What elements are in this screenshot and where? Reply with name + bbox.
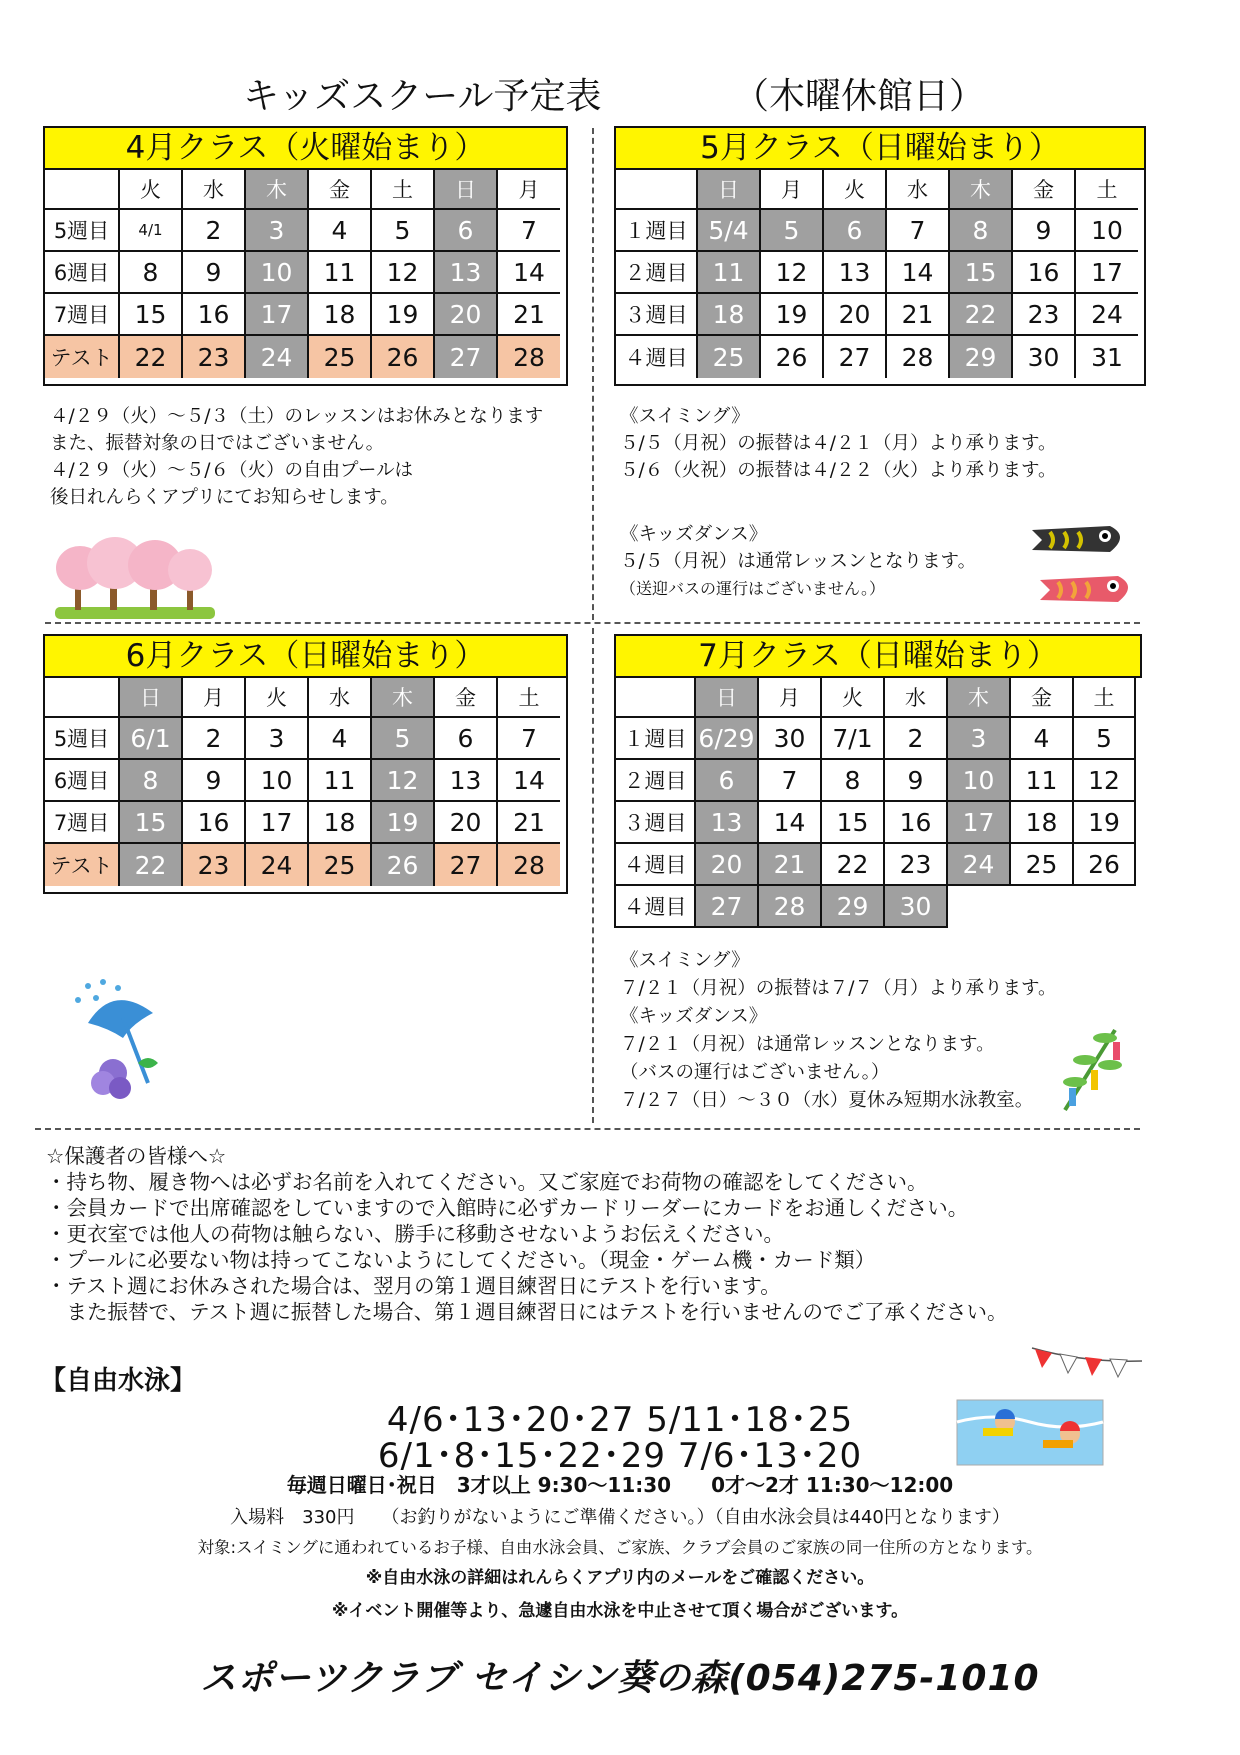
date-cell: 11	[309, 760, 372, 802]
weekday-header: 水	[183, 170, 246, 210]
weekday-header: 金	[1013, 170, 1076, 210]
date-cell: 12	[1074, 760, 1136, 802]
date-cell: 28	[498, 844, 560, 886]
guardian-heading: ☆保護者の皆様へ☆	[46, 1144, 227, 1168]
date-cell: 27	[435, 336, 498, 378]
date-cell: 25	[1011, 844, 1074, 886]
date-cell: 24	[246, 844, 309, 886]
date-cell: 16	[1013, 252, 1076, 294]
note-line: ５/５（月祝）は通常レッスンとなります。	[620, 551, 977, 572]
date-cell: 15	[950, 252, 1013, 294]
date-cell: 9	[183, 760, 246, 802]
date-cell: 7	[887, 210, 950, 252]
note-line: ７/２１（月祝）の振替は７/７（月）より承ります。	[620, 978, 1057, 999]
weekday-header: 土	[1074, 678, 1136, 718]
date-cell: 21	[498, 294, 560, 336]
weekday-header: 土	[1076, 170, 1138, 210]
april-notes	[50, 403, 543, 511]
date-cell: 22	[950, 294, 1013, 336]
date-cell: 19	[1074, 802, 1136, 844]
free-swim-dates-2: 6/1･8･15･22･29 7/6･13･20	[377, 1436, 863, 1476]
weekday-header: 木	[950, 170, 1013, 210]
date-cell: 17	[246, 294, 309, 336]
weekday-header: 日	[435, 170, 498, 210]
week-label: 7週目	[45, 802, 120, 844]
weekday-header: 火	[246, 678, 309, 718]
date-cell: 18	[698, 294, 761, 336]
week-label: テスト	[45, 844, 120, 886]
weekday-header: 水	[885, 678, 948, 718]
free-swim-dates-1: 4/6･13･20･27 5/11･18･25	[386, 1400, 854, 1440]
date-cell: 8	[822, 760, 885, 802]
date-cell: 13	[696, 802, 759, 844]
july-notes	[620, 947, 1057, 1115]
calendar-title: 5月クラス（日曜始まり）	[616, 128, 1144, 170]
date-cell: 12	[372, 760, 435, 802]
weekday-header: 木	[246, 170, 309, 210]
date-cell: 30	[759, 718, 822, 760]
corner-cell	[616, 170, 698, 210]
weekday-header: 火	[120, 170, 183, 210]
guardian-item: ・テスト週にお休みされた場合は、翌月の第１週目練習日にテストを行います。	[46, 1274, 781, 1298]
guardian-item: また振替で、テスト週に振替した場合、第１週目練習日にはテストを行いませんのでご了承ください。	[46, 1300, 1008, 1324]
date-cell: 6	[435, 718, 498, 760]
date-cell: 15	[822, 802, 885, 844]
tanabata-icon	[1055, 1020, 1135, 1115]
date-cell: 27	[696, 886, 759, 928]
date-cell: 3	[246, 210, 309, 252]
date-cell: 18	[309, 802, 372, 844]
empty-cell	[948, 886, 1011, 928]
week-label: ３週目	[614, 802, 696, 844]
date-cell: 28	[887, 336, 950, 378]
date-cell: 18	[309, 294, 372, 336]
date-cell: 12	[761, 252, 824, 294]
cherry-blossom-icon	[55, 535, 215, 620]
date-cell: 28	[498, 336, 560, 378]
date-cell: 31	[1076, 336, 1138, 378]
calendar-grid	[616, 170, 1138, 378]
date-cell: 15	[120, 802, 183, 844]
may-dance-notes	[620, 521, 976, 602]
date-cell: 18	[1011, 802, 1074, 844]
title-sub: （木曜休館日）	[733, 76, 986, 117]
date-cell: 26	[761, 336, 824, 378]
note-line: ５/６（火祝）の振替は４/２２（火）より承ります。	[620, 460, 1057, 481]
note-line: 《スイミング》	[620, 406, 750, 427]
week-label: 7週目	[45, 294, 120, 336]
date-cell: 27	[435, 844, 498, 886]
date-cell: 21	[759, 844, 822, 886]
date-cell: 28	[759, 886, 822, 928]
date-cell: 20	[696, 844, 759, 886]
date-cell: 6/1	[120, 718, 183, 760]
weekday-header: 金	[309, 170, 372, 210]
calendar-grid	[45, 678, 560, 886]
koinobori-icon	[1030, 520, 1140, 615]
week-label: 5週目	[45, 718, 120, 760]
note-line: また、振替対象の日ではございません。	[50, 433, 385, 454]
vertical-divider-top	[592, 128, 594, 620]
free-swim-note-2: ※イベント開催等より、急遽自由水泳を中止させて頂く場合がございます。	[331, 1601, 909, 1621]
date-cell: 8	[120, 252, 183, 294]
june-calendar	[43, 634, 568, 894]
umbrella-hydrangea-icon	[68, 978, 178, 1103]
date-cell: 14	[498, 760, 560, 802]
date-cell: 22	[120, 336, 183, 378]
vertical-divider-bottom	[592, 628, 594, 1123]
calendar-title: 7月クラス（日曜始まり）	[614, 634, 1142, 678]
guardian-item: ・会員カードで出席確認をしていますので入館時に必ずカードリーダーにカードをお通しください。	[46, 1196, 969, 1220]
date-cell: 2	[183, 210, 246, 252]
july-calendar	[614, 634, 1142, 933]
date-cell: 2	[183, 718, 246, 760]
date-cell: 5	[1074, 718, 1136, 760]
date-cell: 14	[887, 252, 950, 294]
date-cell: 22	[822, 844, 885, 886]
note-line: 後日れんらくアプリにてお知らせします。	[50, 487, 399, 508]
date-cell: 5	[372, 210, 435, 252]
date-cell: 25	[698, 336, 761, 378]
week-label: １週目	[616, 210, 698, 252]
horizontal-divider-1	[45, 622, 1140, 624]
note-line: ４/２９（火）～５/６（火）の自由プールは	[50, 460, 414, 481]
title-main: キッズスクール予定表	[243, 76, 602, 117]
date-cell: 26	[372, 336, 435, 378]
date-cell: 5	[372, 718, 435, 760]
weekday-header: 月	[183, 678, 246, 718]
free-swim-schedule: 毎週日曜日･祝日 3才以上 9:30～11:30 0才～2才 11:30～12:00	[286, 1473, 954, 1497]
free-swim-fee: 入場料 330円 （お釣りがないようにご準備ください。）（自由水泳会員は440円となります）	[230, 1507, 1010, 1528]
date-cell: 13	[435, 252, 498, 294]
date-cell: 9	[885, 760, 948, 802]
date-cell: 17	[246, 802, 309, 844]
date-cell: 9	[183, 252, 246, 294]
date-cell: 13	[824, 252, 887, 294]
week-label: 5週目	[45, 210, 120, 252]
guardian-item: ・プールに必要ない物は持ってこないようにしてください。（現金・ゲーム機・カード類）	[46, 1248, 876, 1272]
free-swim-note-1: ※自由水泳の詳細はれんらくアプリ内のメールをご確認ください。	[365, 1568, 875, 1588]
date-cell: 4/1	[120, 210, 183, 252]
date-cell: 23	[183, 336, 246, 378]
date-cell: 16	[183, 294, 246, 336]
club-contact: スポーツクラブ セイシン葵の森(054)275-1010	[200, 1658, 1040, 1699]
weekday-header: 土	[498, 678, 560, 718]
date-cell: 26	[1074, 844, 1136, 886]
note-line: ４/２９（火）～５/３（土）のレッスンはお休みとなります	[50, 406, 544, 427]
week-label: ４週目	[614, 844, 696, 886]
note-line: ５/５（月祝）の振替は４/２１（月）より承ります。	[620, 433, 1057, 454]
week-label: 6週目	[45, 252, 120, 294]
may-swim-notes	[620, 403, 1057, 484]
weekday-header: 金	[1011, 678, 1074, 718]
date-cell: 20	[435, 294, 498, 336]
date-cell: 4	[309, 210, 372, 252]
date-cell: 16	[885, 802, 948, 844]
date-cell: 6	[824, 210, 887, 252]
weekday-header: 火	[824, 170, 887, 210]
free-swim-target: 対象:スイミングに通われているお子様、自由水泳会員、ご家族、クラブ会員のご家族の同一住所の方となります。	[197, 1538, 1043, 1557]
date-cell: 29	[950, 336, 1013, 378]
note-line: 《キッズダンス》	[620, 1006, 768, 1027]
page-title	[0, 68, 1240, 118]
date-cell: 23	[183, 844, 246, 886]
week-label: ４週目	[614, 886, 696, 928]
date-cell: 8	[950, 210, 1013, 252]
date-cell: 19	[761, 294, 824, 336]
date-cell: 13	[435, 760, 498, 802]
date-cell: 16	[183, 802, 246, 844]
weekday-header: 水	[309, 678, 372, 718]
note-line: 《スイミング》	[620, 950, 750, 971]
date-cell: 30	[1013, 336, 1076, 378]
date-cell: 11	[698, 252, 761, 294]
date-cell: 14	[498, 252, 560, 294]
date-cell: 23	[1013, 294, 1076, 336]
date-cell: 4	[1011, 718, 1074, 760]
weekday-header: 土	[372, 170, 435, 210]
weekday-header: 木	[372, 678, 435, 718]
date-cell: 12	[372, 252, 435, 294]
date-cell: 7	[498, 718, 560, 760]
guardian-item: ・更衣室では他人の荷物は触らない、勝手に移動させないようお伝えください。	[46, 1222, 784, 1246]
date-cell: 8	[120, 760, 183, 802]
date-cell: 24	[246, 336, 309, 378]
date-cell: 5/4	[698, 210, 761, 252]
calendar-title: 4月クラス（火曜始まり）	[45, 128, 566, 170]
april-calendar	[43, 126, 568, 386]
date-cell: 24	[948, 844, 1011, 886]
date-cell: 11	[309, 252, 372, 294]
date-cell: 20	[824, 294, 887, 336]
date-cell: 7/1	[822, 718, 885, 760]
date-cell: 21	[887, 294, 950, 336]
date-cell: 30	[885, 886, 948, 928]
note-line: （バスの運行はございません。）	[620, 1062, 890, 1083]
weekday-header: 金	[435, 678, 498, 718]
date-cell: 5	[761, 210, 824, 252]
free-swim-heading: 【自由水泳】	[40, 1366, 197, 1396]
weekday-header: 木	[948, 678, 1011, 718]
date-cell: 10	[246, 252, 309, 294]
note-line: ７/２７（日）～３０（水）夏休み短期水泳教室。	[620, 1090, 1034, 1111]
date-cell: 23	[885, 844, 948, 886]
date-cell: 9	[1013, 210, 1076, 252]
date-cell: 24	[1076, 294, 1138, 336]
corner-cell	[45, 170, 120, 210]
date-cell: 17	[1076, 252, 1138, 294]
corner-cell	[45, 678, 120, 718]
date-cell: 20	[435, 802, 498, 844]
empty-cell	[1011, 886, 1074, 928]
date-cell: 4	[309, 718, 372, 760]
date-cell: 3	[948, 718, 1011, 760]
weekday-header: 月	[761, 170, 824, 210]
date-cell: 27	[824, 336, 887, 378]
date-cell: 3	[246, 718, 309, 760]
week-label: テスト	[45, 336, 120, 378]
week-label: 6週目	[45, 760, 120, 802]
date-cell: 21	[498, 802, 560, 844]
week-label: ２週目	[614, 760, 696, 802]
date-cell: 14	[759, 802, 822, 844]
week-label: １週目	[614, 718, 696, 760]
date-cell: 22	[120, 844, 183, 886]
date-cell: 29	[822, 886, 885, 928]
date-cell: 7	[498, 210, 560, 252]
date-cell: 6/29	[696, 718, 759, 760]
date-cell: 6	[696, 760, 759, 802]
weekday-header: 火	[822, 678, 885, 718]
note-line: 《キッズダンス》	[620, 524, 768, 545]
calendar-grid	[45, 170, 560, 378]
calendar-title: 6月クラス（日曜始まり）	[45, 636, 566, 678]
date-cell: 17	[948, 802, 1011, 844]
note-line: （送迎バスの運行はございません。）	[620, 579, 885, 598]
guardian-notes	[46, 1143, 1007, 1325]
date-cell: 11	[1011, 760, 1074, 802]
weekday-header: 日	[120, 678, 183, 718]
date-cell: 10	[246, 760, 309, 802]
may-calendar	[614, 126, 1146, 386]
date-cell: 2	[885, 718, 948, 760]
date-cell: 10	[1076, 210, 1138, 252]
weekday-header: 水	[887, 170, 950, 210]
week-label: ４週目	[616, 336, 698, 378]
date-cell: 19	[372, 802, 435, 844]
date-cell: 26	[372, 844, 435, 886]
empty-cell	[1074, 886, 1136, 928]
week-label: ２週目	[616, 252, 698, 294]
date-cell: 10	[948, 760, 1011, 802]
date-cell: 25	[309, 844, 372, 886]
date-cell: 6	[435, 210, 498, 252]
weekday-header: 月	[759, 678, 822, 718]
guardian-item: ・持ち物、履き物へは必ずお名前を入れてください。又ご家庭でお荷物の確認をしてください。	[46, 1170, 928, 1194]
date-cell: 15	[120, 294, 183, 336]
corner-cell	[614, 678, 696, 718]
date-cell: 25	[309, 336, 372, 378]
date-cell: 19	[372, 294, 435, 336]
week-label: ３週目	[616, 294, 698, 336]
horizontal-divider-2	[35, 1128, 1140, 1130]
bunting-icon	[1030, 1343, 1145, 1383]
weekday-header: 日	[698, 170, 761, 210]
weekday-header: 月	[498, 170, 560, 210]
date-cell: 7	[759, 760, 822, 802]
weekday-header: 日	[696, 678, 759, 718]
note-line: ７/２１（月祝）は通常レッスンとなります。	[620, 1034, 995, 1055]
calendar-grid	[614, 678, 1136, 928]
